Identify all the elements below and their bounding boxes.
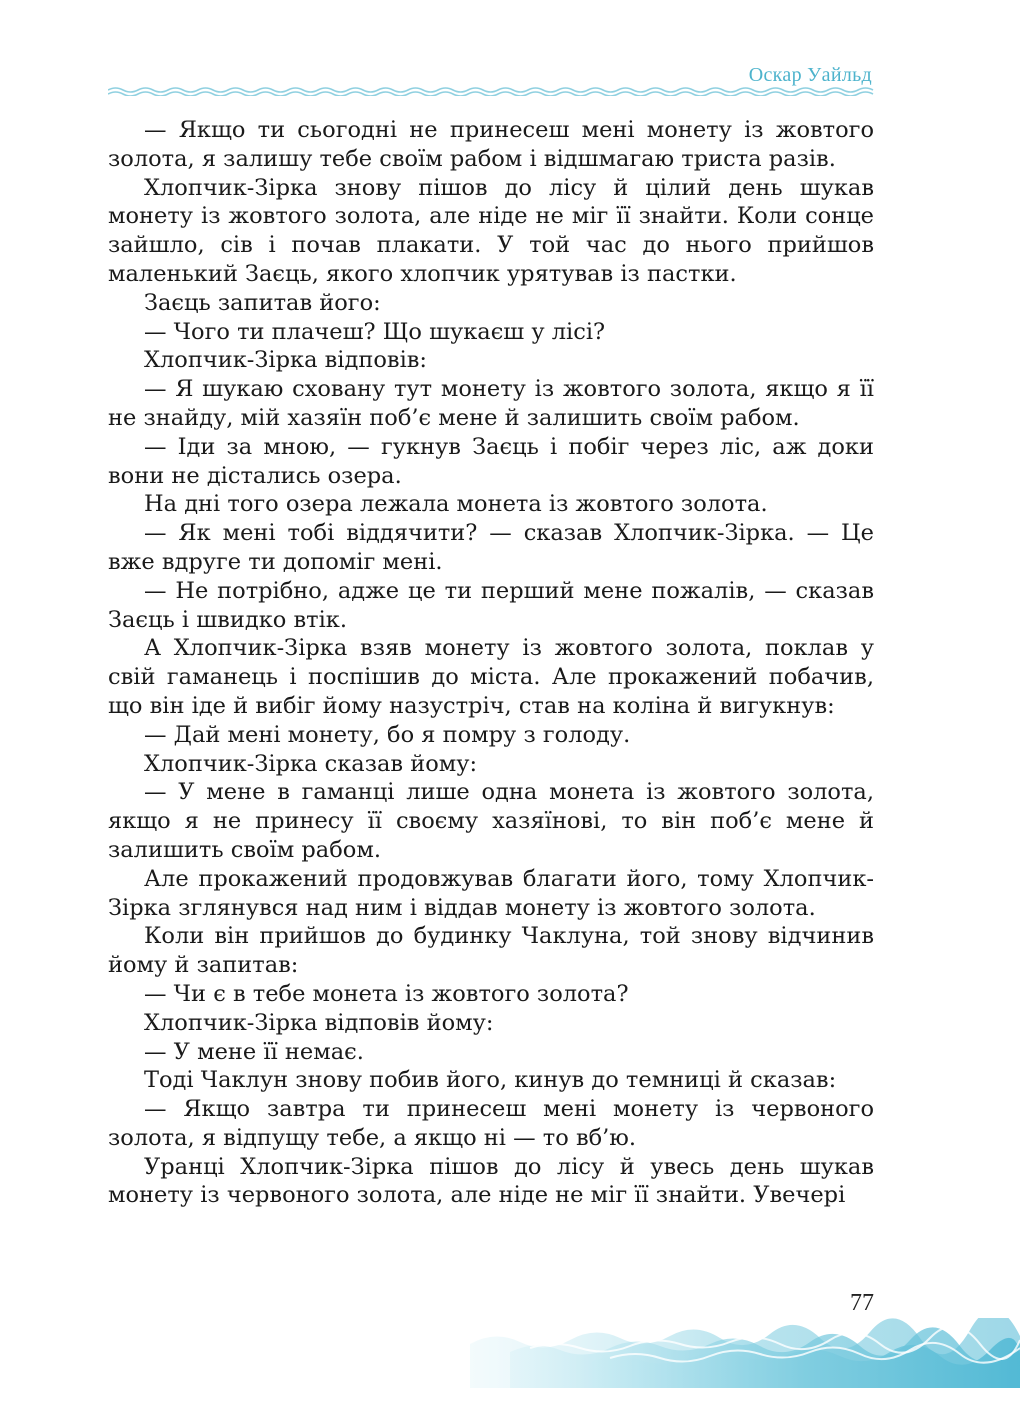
header-wave-decoration — [108, 86, 874, 96]
footer-wave-decoration — [470, 1318, 1020, 1388]
paragraph: Хлопчик-Зірка сказав йому: — [144, 750, 478, 777]
story-text — [108, 116, 874, 1210]
paragraph: Але прокажений продовжував благати його, тому Хлопчик-Зірка зглянувся над ним і віддав монету із жовтого золота. — [108, 865, 874, 921]
paragraph: — Іди за мною, — гукнув Заєць і побіг через ліс, аж доки вони не дістались озера. — [108, 433, 874, 489]
paragraph: Хлопчик-Зірка відповів йому: — [144, 1009, 494, 1036]
paragraph: — Дай мені монету, бо я помру з голоду. — [144, 721, 631, 748]
running-header — [108, 64, 874, 104]
paragraph: Заєць запитав його: — [144, 289, 381, 316]
paragraph: — Не потрібно, адже це ти перший мене пожалів, — сказав Заєць і швидко втік. — [108, 577, 874, 633]
page-number: 77 — [850, 1290, 874, 1316]
paragraph: — У мене в гаманці лише одна монета із жовтого золота, якщо я не принесу її своєму хазяїнові, то він поб’є мене й залишить своїм рабом. — [108, 779, 874, 863]
paragraph: А Хлопчик-Зірка взяв монету із жовтого золота, поклав у свій гаманець і поспішив до міста. Але прокажений побачив, що він іде й вибіг йому назустріч, став на коліна й вигукнув: — [108, 635, 874, 719]
paragraph: — У мене її немає. — [144, 1038, 364, 1065]
paragraph: — Чого ти плачеш? Що шукаєш у лісі? — [144, 318, 606, 345]
paragraph: — Як мені тобі віддячити? — сказав Хлопчик-Зірка. — Це вже вдруге ти допоміг мені. — [108, 520, 874, 575]
paragraph: Хлопчик-Зірка знову пішов до лісу й цілий день шукав монету із жовтого золота, але ніде не міг її знайти. Коли сонце зайшло, сів і почав плакати. У той час до нього прийшов маленький Заєць, якого хлопчик урятував із пастки. — [108, 174, 874, 287]
paragraph: Тоді Чаклун знову побив його, кинув до темниці й сказав: — [144, 1067, 837, 1094]
paragraph: — Я шукаю сховану тут монету із жовтого золота, якщо я її не знайду, мій хазяїн поб’є мене й залишить своїм рабом. — [108, 376, 874, 431]
paragraph: Уранці Хлопчик-Зірка пішов до лісу й увесь день шукав монету із червоного золота, але ніде не міг її знайти. Увечері — [108, 1153, 874, 1209]
paragraph: — Чи є в тебе монета із жовтого золота? — [144, 980, 629, 1007]
paragraph: На дні того озера лежала монета із жовтого золота. — [144, 491, 768, 518]
running-header-author: Оскар Уайльд — [748, 64, 872, 86]
paragraph: Коли він прийшов до будинку Чаклуна, той знову відчинив йому й запитав: — [108, 923, 874, 979]
paragraph: Хлопчик-Зірка відповів: — [144, 347, 428, 374]
paragraph: — Якщо завтра ти принесеш мені монету із червоного золота, я відпущу тебе, а якщо ні — то вб’ю. — [108, 1096, 874, 1151]
paragraph: — Якщо ти сьогодні не принесеш мені монету із жовтого золота, я залишу тебе своїм рабом і відшмагаю триста разів. — [108, 117, 874, 172]
